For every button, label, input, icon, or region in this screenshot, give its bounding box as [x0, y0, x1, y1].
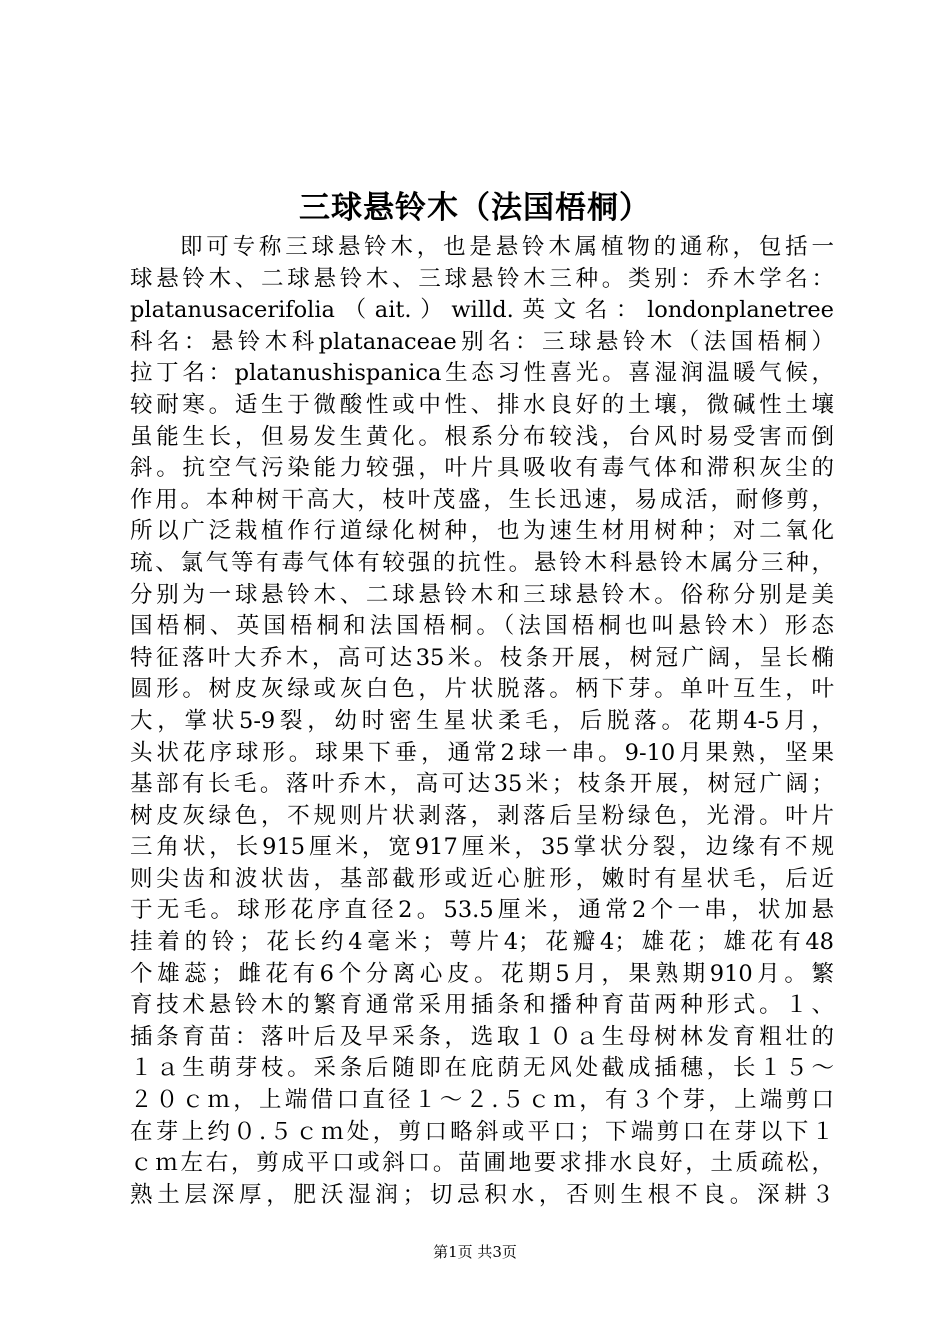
body-line: 拉丁名：platanushispanica生态习性喜光。喜湿润温暖气候，: [130, 360, 834, 387]
body-line: 琉、氯气等有毒气体有较强的抗性。悬铃木科悬铃木属分三种，: [130, 549, 834, 576]
body-line: 较耐寒。适生于微酸性或中性、排水良好的土壤，微碱性土壤: [130, 391, 834, 418]
page-footer: 第1页 共3页: [433, 1243, 517, 1261]
body-line: 个雄蕊；雌花有6个分离心皮。花期5月，果熟期910月。繁: [130, 960, 834, 987]
body-line: 头状花序球形。球果下垂，通常2球一串。9-10月果熟，坚果: [130, 739, 834, 766]
body-line: 科名：悬铃木科platanaceae别名：三球悬铃木（法国梧桐）: [130, 328, 834, 355]
body-line: ｃｍ左右，剪成平口或斜口。苗圃地要求排水良好，土质疏松，: [130, 1150, 834, 1177]
document-body: [130, 232, 834, 1208]
body-line: 分别为一球悬铃木、二球悬铃木和三球悬铃木。俗称分别是美: [130, 581, 834, 608]
body-line: 树皮灰绿色，不规则片状剥落，剥落后呈粉绿色，光滑。叶片: [130, 802, 834, 829]
body-line: 圆形。树皮灰绿或灰白色，片状脱落。柄下芽。单叶互生，叶: [130, 676, 834, 703]
body-line: 熟土层深厚，肥沃湿润；切忌积水，否则生根不良。深耕３: [130, 1181, 834, 1208]
body-line: 在芽上约０.５ｃｍ处，剪口略斜或平口；下端剪口在芽以下１: [130, 1118, 834, 1145]
body-line: 基部有长毛。落叶乔木，高可达35米；枝条开展，树冠广阔；: [130, 771, 834, 798]
body-line: 斜。抗空气污染能力较强，叶片具吸收有毒气体和滞积灰尘的: [130, 455, 834, 482]
body-line: 特征落叶大乔木，高可达35米。枝条开展，树冠广阔，呈长椭: [130, 644, 834, 671]
body-line: platanusacerifolia（ait.）willd.英文名：londonplanetree: [130, 297, 834, 324]
body-line: 则尖齿和波状齿，基部截形或近心脏形，嫩时有星状毛，后近: [130, 865, 834, 892]
body-line: 虽能生长，但易发生黄化。根系分布较浅，台风时易受害而倒: [130, 423, 834, 450]
body-line: 即可专称三球悬铃木，也是悬铃木属植物的通称，包括一: [180, 234, 834, 260]
body-line: 挂着的铃；花长约4毫米；萼片4；花瓣4；雄花；雄花有48: [130, 929, 834, 956]
body-line: 于无毛。球形花序直径2。53.5厘米，通常2个一串，状加悬: [130, 897, 834, 924]
document-title: 三球悬铃木（法国梧桐）: [299, 190, 651, 226]
body-line: 插条育苗：落叶后及早采条，选取１０ａ生母树林发育粗壮的: [130, 1023, 834, 1050]
body-line: ２０ｃｍ，上端借口直径１～２.５ｃｍ，有３个芽，上端剪口: [130, 1087, 834, 1114]
body-line: 国梧桐、英国梧桐和法国梧桐。（法国梧桐也叫悬铃木）形态: [130, 613, 834, 640]
body-line: 三角状，长915厘米，宽917厘米，35掌状分裂，边缘有不规: [130, 834, 834, 861]
body-line: 作用。本种树干高大，枝叶茂盛，生长迅速，易成活，耐修剪，: [130, 486, 834, 513]
body-line: 球悬铃木、二球悬铃木、三球悬铃木三种。类别：乔木学名：: [130, 265, 834, 292]
body-line: １ａ生萌芽枝。采条后随即在庇荫无风处截成插穗，长１５～: [130, 1055, 834, 1082]
body-line: 育技术悬铃木的繁育通常采用插条和播种育苗两种形式。１、: [130, 992, 834, 1019]
body-line: 大，掌状5-9裂，幼时密生星状柔毛，后脱落。花期4-5月，: [130, 707, 834, 734]
body-line: 所以广泛栽植作行道绿化树种，也为速生材用树种；对二氧化: [130, 518, 834, 545]
